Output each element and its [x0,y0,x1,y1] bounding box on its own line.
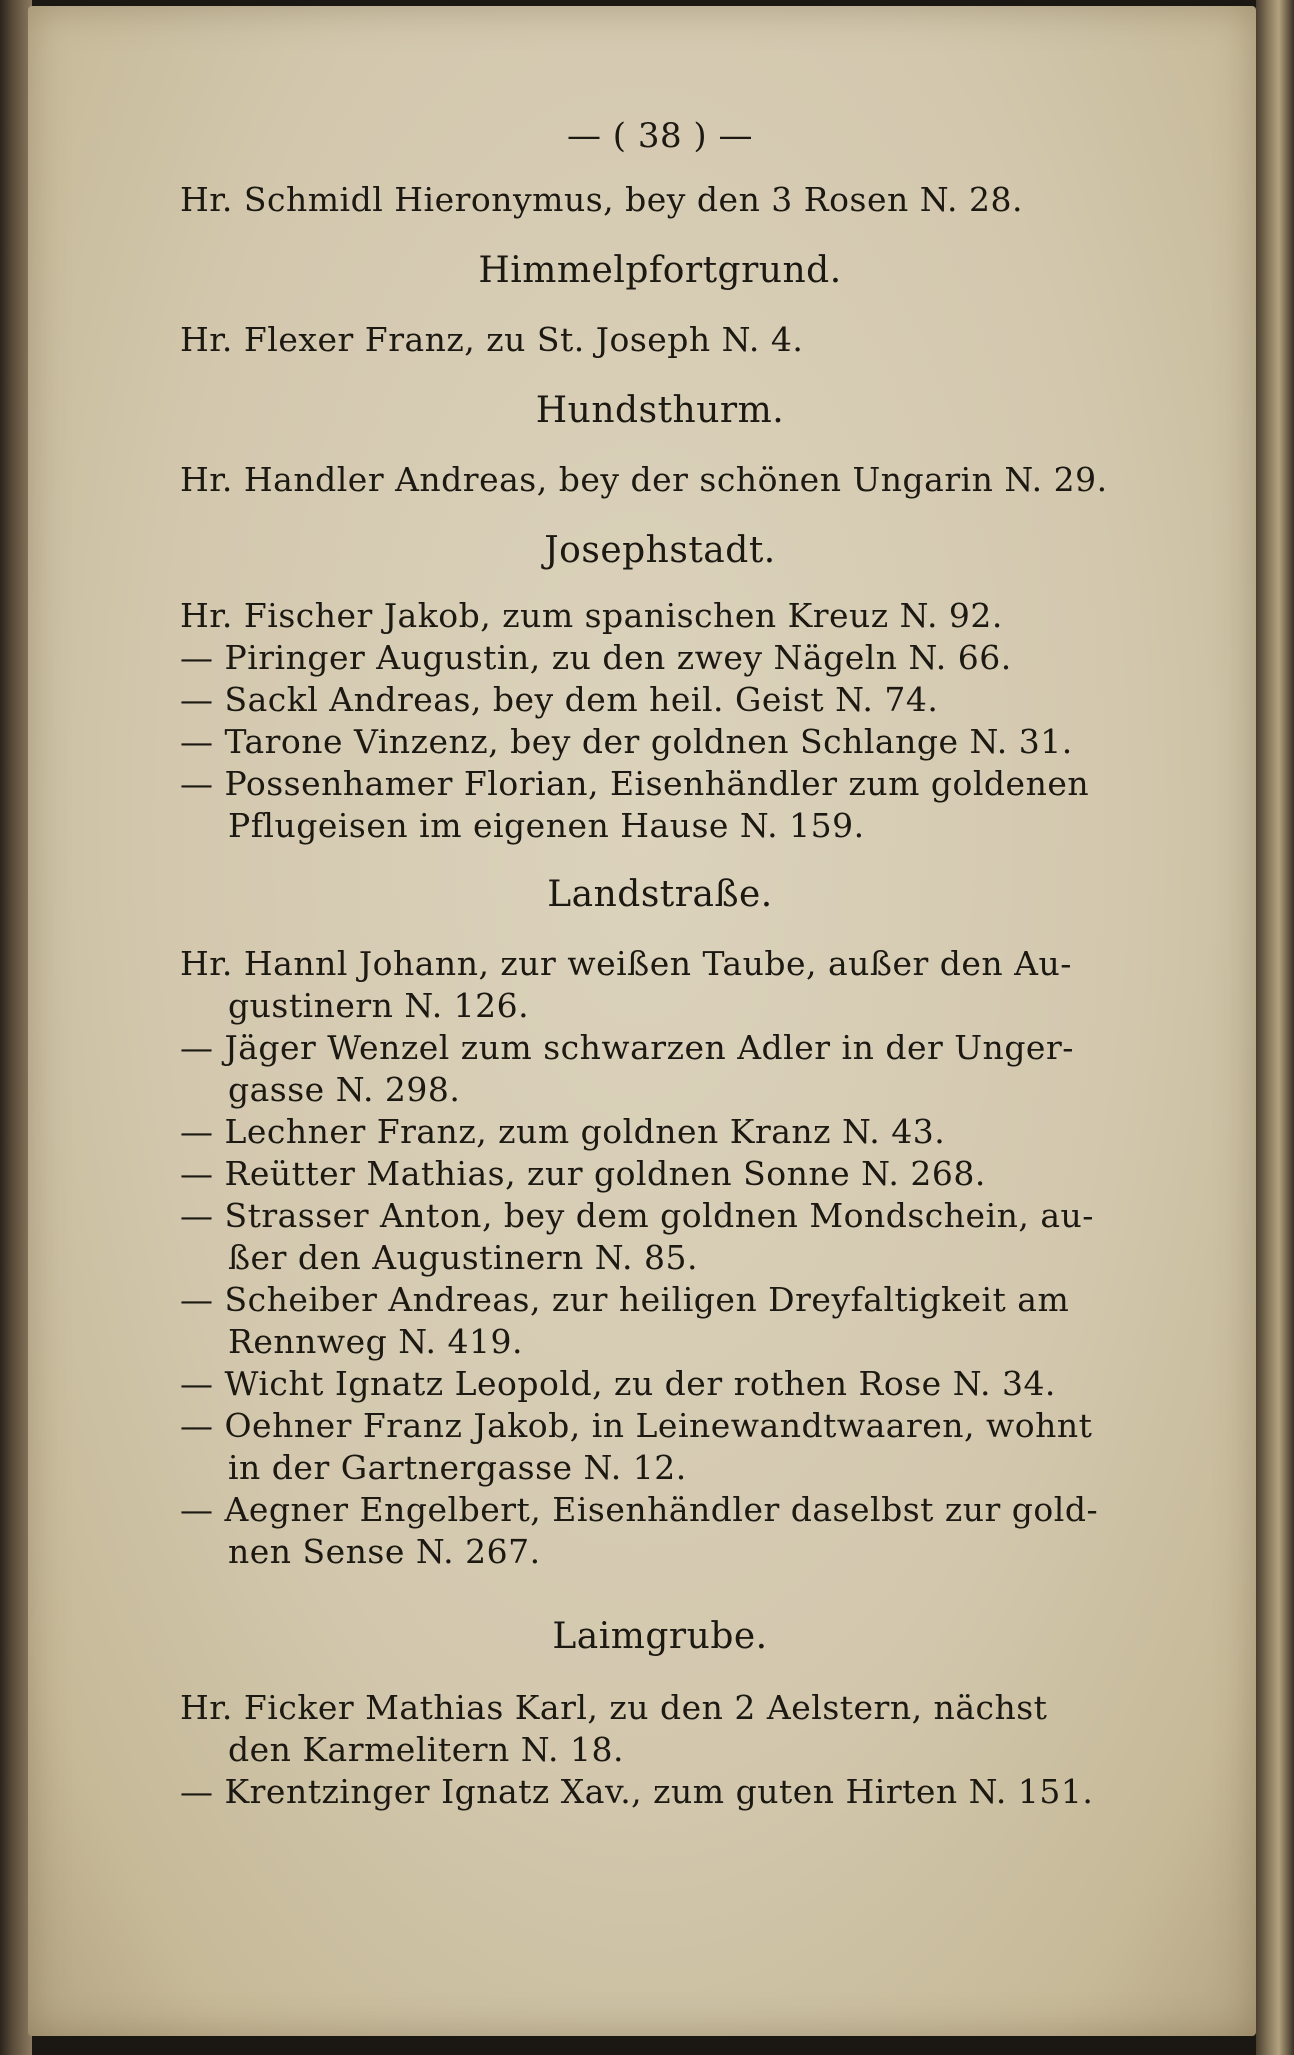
entry-line: Hr. Hannl Johann, zur weißen Taube, außer den Au- [180,944,1072,983]
entry-line: — Aegner Engelbert, Eisenhändler daselbst zur gold- [180,1490,1099,1529]
entry-line: — Oehner Franz Jakob, in Leinewandtwaaren, wohnt [180,1406,1093,1445]
entry-line: Hr. Fischer Jakob, zum spanischen Kreuz N. 92. [180,596,1003,635]
entry-line: — Wicht Ignatz Leopold, zu der rothen Rose N. 34. [180,1364,1056,1403]
entry-line: — Reütter Mathias, zur goldnen Sonne N. 268. [180,1154,986,1193]
entry-line: — Sackl Andreas, bey dem heil. Geist N. 74. [180,680,939,719]
entry-line-continuation: gasse N. 298. [228,1070,461,1109]
entry-line-continuation: gustinern N. 126. [228,986,530,1025]
section-heading: Laimgrube. [552,1616,768,1657]
paper-sheet [28,6,1256,2036]
entry-line: — Strasser Anton, bey dem goldnen Mondschein, au- [180,1196,1094,1235]
entry-line: — Jäger Wenzel zum schwarzen Adler in der Unger- [180,1028,1074,1067]
entry-line-continuation: den Karmelitern N. 18. [228,1730,624,1769]
section-heading: Landstraße. [547,874,773,915]
entry-line: Hr. Flexer Franz, zu St. Joseph N. 4. [180,320,804,359]
page-number: — ( 38 ) — [566,116,754,156]
section-heading: Hundsthurm. [535,390,785,431]
entry-line-continuation: Rennweg N. 419. [228,1322,523,1361]
entry-line: — Piringer Augustin, zu den zwey Nägeln N. 66. [180,638,1012,677]
section-heading: Josephstadt. [544,530,776,571]
entry-line-continuation: ßer den Augustinern N. 85. [228,1238,698,1277]
page-edge [1256,0,1294,2055]
entry-line: Hr. Ficker Mathias Karl, zu den 2 Aelstern, nächst [180,1688,1048,1727]
section-heading: Himmelpfortgrund. [478,250,842,291]
entry-line-continuation: in der Gartnergasse N. 12. [228,1448,687,1487]
entry-line: — Possenhamer Florian, Eisenhändler zum goldenen [180,764,1090,803]
entry-line: — Lechner Franz, zum goldnen Kranz N. 43. [180,1112,946,1151]
entry-line: Hr. Handler Andreas, bey der schönen Ungarin N. 29. [180,460,1108,499]
entry-line: — Tarone Vinzenz, bey der goldnen Schlange N. 31. [180,722,1073,761]
entry-line: Hr. Schmidl Hieronymus, bey den 3 Rosen N. 28. [180,180,1023,219]
entry-line: — Krentzinger Ignatz Xav., zum guten Hirten N. 151. [180,1772,1094,1811]
entry-line: — Scheiber Andreas, zur heiligen Dreyfaltigkeit am [180,1280,1070,1319]
entry-line-continuation: nen Sense N. 267. [228,1532,541,1571]
entry-line-continuation: Pflugeisen im eigenen Hause N. 159. [228,806,865,845]
